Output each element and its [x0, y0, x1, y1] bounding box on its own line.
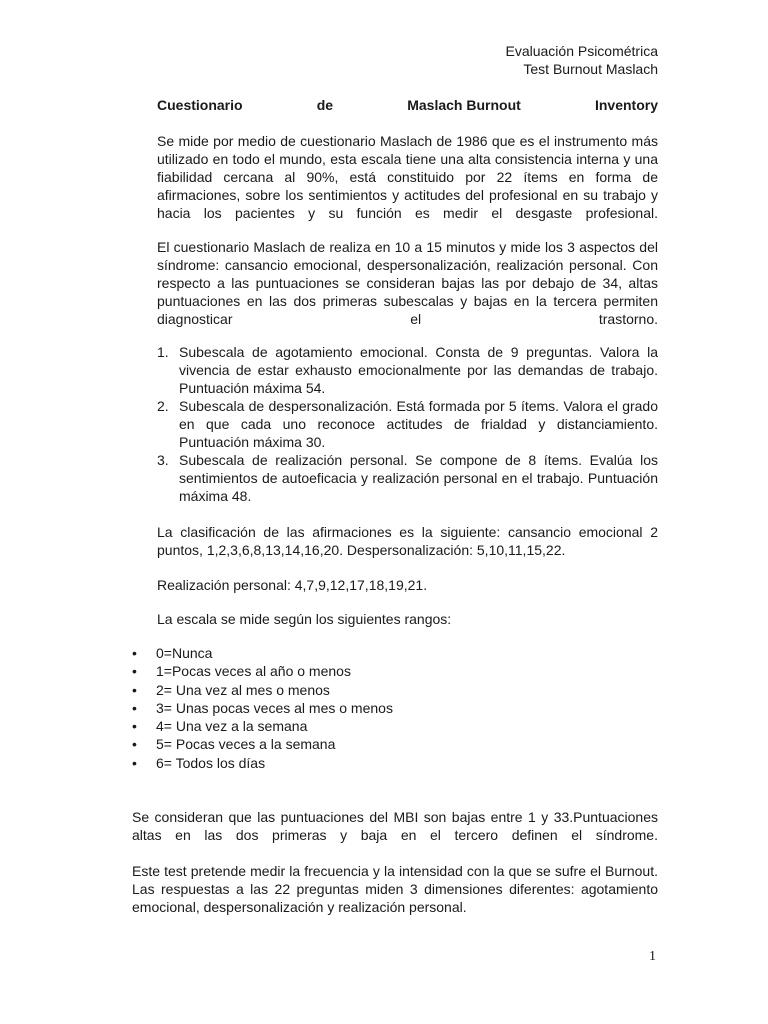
intro-paragraph-2: El cuestionario Maslach de realiza en 10 a 15 minutos y mide los 3 aspectos del síndrome: cansancio emocional, despersonalización, realización personal. Con respecto a las puntuaciones se consideran bajas las por debajo de 34, altas puntuaciones en las dos primeras subescalas y bajas en la tercera permiten diagnosticar el trastorno. — [157, 239, 658, 327]
bullet-icon: • — [132, 718, 137, 735]
title-word: de — [316, 97, 334, 113]
page-number: 1 — [649, 949, 656, 964]
list-text: 2= Una vez al mes o menos — [156, 681, 330, 698]
list-item — [132, 717, 393, 735]
list-text: 0=Nunca — [156, 645, 213, 661]
list-item — [132, 699, 393, 717]
scale-list — [132, 644, 393, 772]
bullet-icon: • — [132, 699, 137, 716]
bullet-icon: • — [132, 736, 137, 753]
closing-paragraph-1: Se consideran que las puntuaciones del MBI son bajas entre 1 y 33.Puntuaciones altas en las dos primeras y baja en el tercero definen el síndrome. — [132, 809, 658, 843]
list-item — [157, 397, 658, 451]
list-item — [132, 662, 393, 680]
list-text: 6= Todos los días — [156, 754, 266, 771]
list-text: 1=Pocas veces al año o menos — [156, 663, 351, 680]
document-title — [157, 96, 658, 114]
realizacion-paragraph: Realización personal: 4,7,9,12,17,18,19,21. — [157, 577, 428, 593]
title-word: Cuestionario — [157, 97, 243, 113]
bullet-icon: • — [132, 645, 137, 661]
list-item — [132, 681, 393, 699]
subscales-list — [157, 343, 658, 505]
title-word: Maslach Burnout — [407, 97, 521, 113]
list-item — [157, 451, 658, 505]
bullet-icon: • — [132, 681, 137, 698]
list-item — [132, 754, 393, 772]
intro-paragraph-1: Se mide por medio de cuestionario Maslach de 1986 que es el instrumento más utilizado en todo el mundo, esta escala tiene una alta consistencia interna y una fiabilidad cercana al 90%, está constituido por 22 ítems en forma de afirmaciones, sobre los sentimientos y actitudes del profesional en su trabajo y hacia los pacientes y su función es medir el desgaste profesional. — [157, 133, 658, 221]
title-word: Inventory — [594, 97, 658, 113]
list-item — [132, 735, 393, 753]
list-text: Subescala de despersonalización. Está formada por 5 ítems. Valora el grado en que cada uno reconoce actitudes de frialdad y distanciamiento. Puntuación máxima 30. — [179, 398, 658, 450]
page-header — [505, 42, 658, 78]
header-line-2: Test Burnout Maslach — [523, 61, 658, 77]
list-text: 4= Una vez a la semana — [156, 718, 308, 735]
list-item — [157, 343, 658, 397]
list-text: Subescala de agotamiento emocional. Consta de 9 preguntas. Valora la vivencia de estar exhausto emocionalmente por las demandas de trabajo. Puntuación máxima 54. — [179, 344, 658, 396]
bullet-icon: • — [132, 754, 137, 771]
list-text: 3= Unas pocas veces al mes o menos — [156, 699, 393, 716]
list-text: 5= Pocas veces a la semana — [156, 736, 336, 753]
scale-intro: La escala se mide según los siguientes rangos: — [157, 611, 452, 627]
classification-paragraph: La clasificación de las afirmaciones es la siguiente: cansancio emocional 2 puntos, 1,2,3,6,8,13,14,16,20. Despersonalización: 5,10,11,15,22. — [157, 524, 658, 558]
list-number: 3. — [157, 452, 169, 468]
bullet-icon: • — [132, 663, 137, 680]
header-line-1: Evaluación Psicométrica — [505, 43, 658, 59]
list-item — [132, 644, 393, 662]
list-number: 2. — [157, 398, 169, 414]
list-number: 1. — [157, 344, 169, 360]
closing-paragraph-2: Este test pretende medir la frecuencia y la intensidad con la que se sufre el Burnout. Las respuestas a las 22 preguntas miden 3 dimensiones diferentes: agotamiento emocional, despersonalización y realización personal. — [132, 863, 658, 915]
list-text: Subescala de realización personal. Se compone de 8 ítems. Evalúa los sentimientos de autoeficacia y realización personal en el trabajo. Puntuación máxima 48. — [179, 452, 658, 504]
